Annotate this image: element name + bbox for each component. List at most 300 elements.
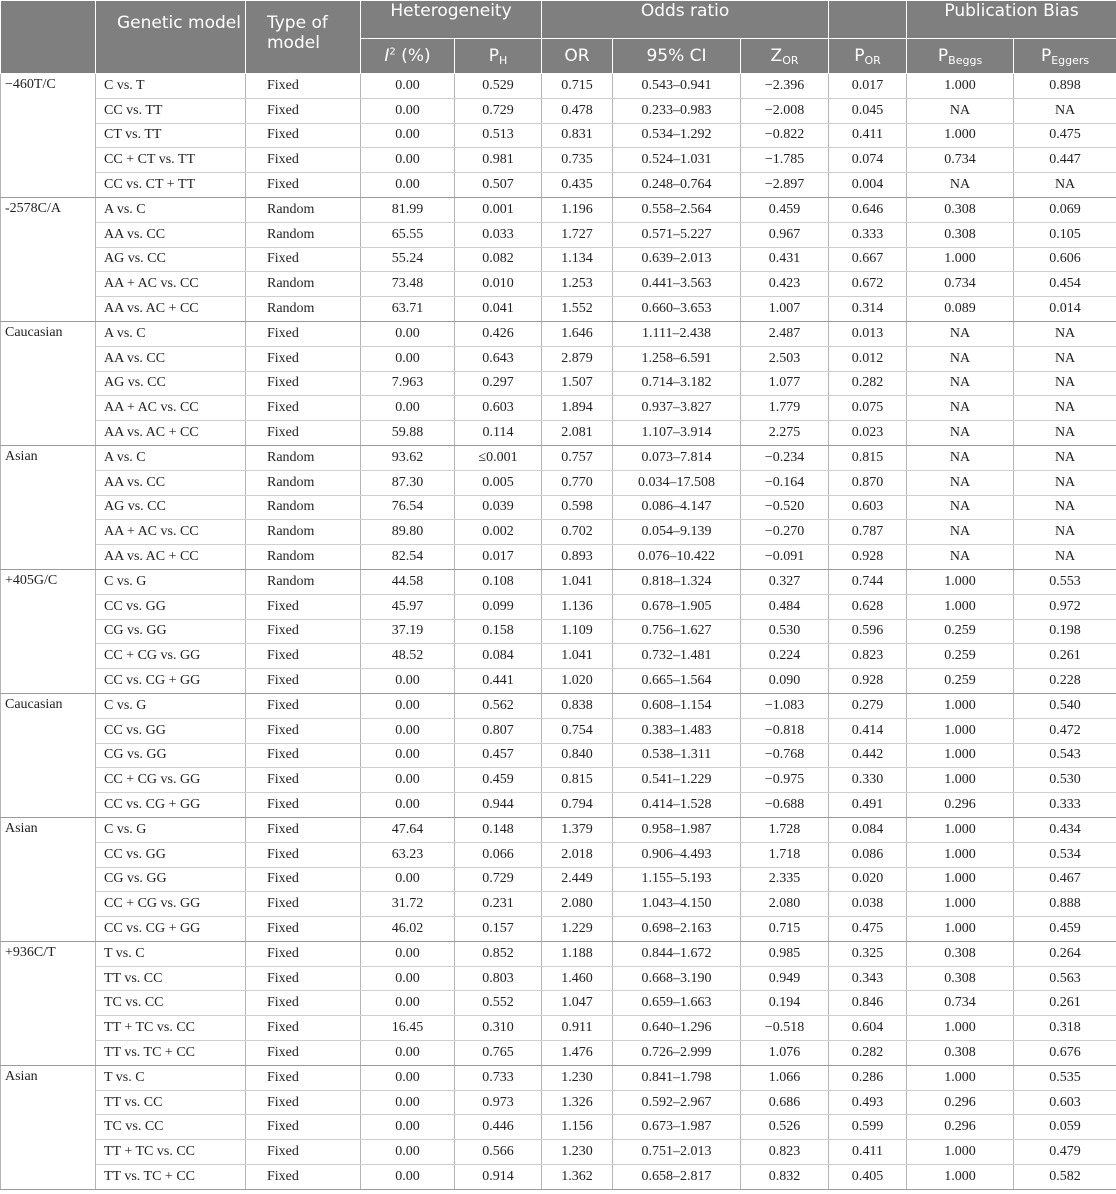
group-label: Asian (1, 1065, 96, 1189)
cell-por: 0.075 (829, 396, 907, 421)
cell-zor: 0.090 (741, 669, 829, 694)
cell-ph: 0.231 (455, 892, 542, 917)
cell-genetic-model: CC vs. GG (96, 842, 246, 867)
cell-or: 0.794 (542, 793, 613, 818)
cell-peggers: 0.475 (1014, 123, 1116, 148)
cell-or: 1.230 (542, 1140, 613, 1165)
cell-ci: 1.258–6.591 (613, 346, 741, 371)
cell-type-of-model: Fixed (246, 1041, 361, 1066)
cell-type-of-model: Fixed (246, 743, 361, 768)
cell-or: 1.362 (542, 1165, 613, 1190)
cell-ci: 1.155–5.193 (613, 867, 741, 892)
cell-or: 1.894 (542, 396, 613, 421)
cell-genetic-model: CC + CG vs. GG (96, 892, 246, 917)
cell-por: 0.744 (829, 569, 907, 594)
cell-ci: 0.383–1.483 (613, 718, 741, 743)
cell-pbeggs: 1.000 (907, 917, 1014, 942)
table-row (1, 966, 1116, 991)
cell-por: 0.815 (829, 445, 907, 470)
cell-por: 0.667 (829, 247, 907, 272)
cell-type-of-model: Fixed (246, 1016, 361, 1041)
cell-type-of-model: Fixed (246, 669, 361, 694)
cell-genetic-model: AA vs. AC + CC (96, 297, 246, 322)
cell-peggers: 0.888 (1014, 892, 1116, 917)
cell-ph: 0.459 (455, 768, 542, 793)
cell-zor: 0.715 (741, 917, 829, 942)
table-header (1, 1, 1116, 74)
cell-ci: 0.639–2.013 (613, 247, 741, 272)
cell-por: 0.004 (829, 173, 907, 198)
cell-type-of-model: Fixed (246, 867, 361, 892)
cell-por: 0.333 (829, 222, 907, 247)
cell-ci: 0.534–1.292 (613, 123, 741, 148)
cell-i2: 89.80 (361, 520, 455, 545)
cell-ci: 0.608–1.154 (613, 693, 741, 718)
cell-ci: 0.592–2.967 (613, 1090, 741, 1115)
cell-peggers: NA (1014, 321, 1116, 346)
cell-por: 0.603 (829, 495, 907, 520)
cell-type-of-model: Fixed (246, 817, 361, 842)
cell-genetic-model: AG vs. CC (96, 247, 246, 272)
cell-type-of-model: Fixed (246, 173, 361, 198)
table-row (1, 1140, 1116, 1165)
cell-ph: 0.157 (455, 917, 542, 942)
cell-genetic-model: T vs. C (96, 941, 246, 966)
cell-ci: 0.726–2.999 (613, 1041, 741, 1066)
cell-peggers: 0.261 (1014, 644, 1116, 669)
cell-i2: 16.45 (361, 1016, 455, 1041)
cell-genetic-model: C vs. T (96, 74, 246, 99)
cell-pbeggs: NA (907, 98, 1014, 123)
cell-peggers: NA (1014, 346, 1116, 371)
cell-i2: 0.00 (361, 1090, 455, 1115)
cell-genetic-model: CG vs. GG (96, 743, 246, 768)
cell-ci: 0.558–2.564 (613, 197, 741, 222)
cell-pbeggs: 1.000 (907, 1140, 1014, 1165)
cell-zor: 0.431 (741, 247, 829, 272)
cell-genetic-model: AA + AC vs. CC (96, 396, 246, 421)
header-group-corner (1, 1, 96, 74)
table-row (1, 669, 1116, 694)
cell-or: 2.449 (542, 867, 613, 892)
cell-peggers: 0.676 (1014, 1041, 1116, 1066)
cell-ci: 0.034–17.508 (613, 470, 741, 495)
cell-peggers: 0.454 (1014, 272, 1116, 297)
cell-i2: 59.88 (361, 421, 455, 446)
cell-por: 0.411 (829, 1140, 907, 1165)
table-row (1, 470, 1116, 495)
cell-ci: 0.756–1.627 (613, 619, 741, 644)
cell-i2: 7.963 (361, 371, 455, 396)
cell-i2: 76.54 (361, 495, 455, 520)
cell-pbeggs: 0.259 (907, 619, 1014, 644)
cell-i2: 73.48 (361, 272, 455, 297)
header-or: OR (542, 39, 613, 74)
cell-type-of-model: Fixed (246, 768, 361, 793)
cell-i2: 0.00 (361, 768, 455, 793)
cell-type-of-model: Random (246, 495, 361, 520)
header-publication-bias: Publication Bias (907, 1, 1116, 39)
cell-or: 0.815 (542, 768, 613, 793)
cell-ci: 0.414–1.528 (613, 793, 741, 818)
cell-i2: 48.52 (361, 644, 455, 669)
cell-pbeggs: NA (907, 445, 1014, 470)
cell-i2: 47.64 (361, 817, 455, 842)
cell-por: 0.013 (829, 321, 907, 346)
cell-peggers: NA (1014, 495, 1116, 520)
cell-ci: 0.543–0.941 (613, 74, 741, 99)
cell-zor: 0.686 (741, 1090, 829, 1115)
cell-peggers: 0.479 (1014, 1140, 1116, 1165)
cell-zor: 0.459 (741, 197, 829, 222)
cell-zor: 0.949 (741, 966, 829, 991)
cell-pbeggs: 1.000 (907, 247, 1014, 272)
table-row (1, 594, 1116, 619)
cell-pbeggs: 1.000 (907, 842, 1014, 867)
cell-genetic-model: CC vs. CG + GG (96, 917, 246, 942)
cell-genetic-model: TT vs. TC + CC (96, 1165, 246, 1190)
cell-genetic-model: A vs. C (96, 321, 246, 346)
table-row (1, 421, 1116, 446)
cell-ph: 0.981 (455, 148, 542, 173)
cell-or: 1.253 (542, 272, 613, 297)
table-row (1, 545, 1116, 570)
table-row (1, 222, 1116, 247)
table-row (1, 817, 1116, 842)
cell-i2: 0.00 (361, 148, 455, 173)
cell-genetic-model: CC + CT vs. TT (96, 148, 246, 173)
cell-genetic-model: AA vs. AC + CC (96, 545, 246, 570)
table-row (1, 346, 1116, 371)
cell-por: 0.928 (829, 669, 907, 694)
cell-i2: 0.00 (361, 867, 455, 892)
cell-peggers: 0.014 (1014, 297, 1116, 322)
cell-peggers: 0.553 (1014, 569, 1116, 594)
cell-ci: 0.818–1.324 (613, 569, 741, 594)
cell-ci: 0.571–5.227 (613, 222, 741, 247)
cell-or: 1.041 (542, 569, 613, 594)
cell-or: 0.478 (542, 98, 613, 123)
cell-zor: 1.007 (741, 297, 829, 322)
table-row (1, 1115, 1116, 1140)
cell-genetic-model: AA vs. CC (96, 346, 246, 371)
cell-ph: 0.066 (455, 842, 542, 867)
cell-type-of-model: Fixed (246, 1065, 361, 1090)
cell-ph: 0.017 (455, 545, 542, 570)
cell-i2: 81.99 (361, 197, 455, 222)
cell-ci: 0.233–0.983 (613, 98, 741, 123)
cell-or: 1.460 (542, 966, 613, 991)
cell-or: 0.838 (542, 693, 613, 718)
cell-peggers: 0.261 (1014, 991, 1116, 1016)
cell-genetic-model: TT + TC vs. CC (96, 1140, 246, 1165)
cell-pbeggs: 0.734 (907, 272, 1014, 297)
cell-or: 1.326 (542, 1090, 613, 1115)
cell-por: 0.314 (829, 297, 907, 322)
cell-peggers: 0.606 (1014, 247, 1116, 272)
cell-i2: 0.00 (361, 743, 455, 768)
cell-ph: 0.002 (455, 520, 542, 545)
cell-ph: 0.099 (455, 594, 542, 619)
cell-peggers: 0.434 (1014, 817, 1116, 842)
cell-ph: 0.033 (455, 222, 542, 247)
cell-peggers: 0.467 (1014, 867, 1116, 892)
cell-or: 1.136 (542, 594, 613, 619)
cell-pbeggs: NA (907, 346, 1014, 371)
cell-ph: 0.643 (455, 346, 542, 371)
group-label: +405G/C (1, 569, 96, 693)
cell-ph: 0.852 (455, 941, 542, 966)
cell-ci: 0.660–3.653 (613, 297, 741, 322)
cell-ph: 0.158 (455, 619, 542, 644)
cell-zor: 1.076 (741, 1041, 829, 1066)
cell-peggers: 0.535 (1014, 1065, 1116, 1090)
cell-genetic-model: TT + TC vs. CC (96, 1016, 246, 1041)
cell-ph: 0.603 (455, 396, 542, 421)
cell-ci: 0.937–3.827 (613, 396, 741, 421)
cell-genetic-model: CC + CG vs. GG (96, 768, 246, 793)
cell-or: 1.156 (542, 1115, 613, 1140)
cell-genetic-model: TT vs. CC (96, 966, 246, 991)
cell-type-of-model: Fixed (246, 346, 361, 371)
cell-ph: 0.010 (455, 272, 542, 297)
cell-ci: 1.111–2.438 (613, 321, 741, 346)
cell-i2: 44.58 (361, 569, 455, 594)
cell-peggers: NA (1014, 545, 1116, 570)
cell-pbeggs: NA (907, 470, 1014, 495)
cell-por: 0.672 (829, 272, 907, 297)
cell-por: 0.870 (829, 470, 907, 495)
cell-zor: −1.083 (741, 693, 829, 718)
cell-i2: 0.00 (361, 966, 455, 991)
cell-pbeggs: 1.000 (907, 74, 1014, 99)
cell-por: 0.012 (829, 346, 907, 371)
cell-peggers: 0.534 (1014, 842, 1116, 867)
table-row (1, 619, 1116, 644)
cell-pbeggs: 1.000 (907, 569, 1014, 594)
header-por: $P_{OR}$ (829, 39, 907, 74)
cell-ph: 0.114 (455, 421, 542, 446)
cell-ci: 0.841–1.798 (613, 1065, 741, 1090)
cell-or: 0.831 (542, 123, 613, 148)
cell-or: 0.754 (542, 718, 613, 743)
cell-pbeggs: 1.000 (907, 123, 1014, 148)
cell-i2: 0.00 (361, 396, 455, 421)
cell-type-of-model: Fixed (246, 421, 361, 446)
cell-por: 0.928 (829, 545, 907, 570)
cell-zor: −0.818 (741, 718, 829, 743)
cell-genetic-model: TC vs. CC (96, 1115, 246, 1140)
cell-ph: 0.529 (455, 74, 542, 99)
cell-por: 0.491 (829, 793, 907, 818)
header-por-spacer (829, 1, 907, 39)
cell-or: 1.230 (542, 1065, 613, 1090)
table-row (1, 321, 1116, 346)
cell-or: 0.757 (542, 445, 613, 470)
cell-zor: −2.008 (741, 98, 829, 123)
header-pbeggs: $P_{Beggs}$ (907, 39, 1014, 74)
table-row (1, 74, 1116, 99)
header-odds-ratio: Odds ratio (542, 1, 829, 39)
cell-por: 0.325 (829, 941, 907, 966)
cell-or: 1.646 (542, 321, 613, 346)
cell-genetic-model: CC vs. TT (96, 98, 246, 123)
cell-i2: 55.24 (361, 247, 455, 272)
cell-or: 0.735 (542, 148, 613, 173)
cell-por: 0.017 (829, 74, 907, 99)
cell-zor: 0.967 (741, 222, 829, 247)
cell-ph: 0.084 (455, 644, 542, 669)
table-row (1, 842, 1116, 867)
cell-or: 1.379 (542, 817, 613, 842)
cell-zor: 2.335 (741, 867, 829, 892)
cell-i2: 0.00 (361, 1115, 455, 1140)
cell-genetic-model: AA vs. CC (96, 222, 246, 247)
cell-or: 2.081 (542, 421, 613, 446)
cell-pbeggs: NA (907, 371, 1014, 396)
cell-type-of-model: Fixed (246, 941, 361, 966)
cell-zor: −0.091 (741, 545, 829, 570)
cell-or: 0.702 (542, 520, 613, 545)
cell-por: 0.823 (829, 644, 907, 669)
cell-i2: 0.00 (361, 98, 455, 123)
cell-ph: 0.552 (455, 991, 542, 1016)
cell-genetic-model: A vs. C (96, 445, 246, 470)
cell-zor: 1.066 (741, 1065, 829, 1090)
cell-zor: 0.530 (741, 619, 829, 644)
table-row (1, 941, 1116, 966)
table-row (1, 1016, 1116, 1041)
header-ci: 95% CI (613, 39, 741, 74)
cell-pbeggs: NA (907, 545, 1014, 570)
table-row (1, 148, 1116, 173)
table-row (1, 445, 1116, 470)
cell-genetic-model: CG vs. GG (96, 867, 246, 892)
header-i2: $I^2$ (%) (361, 39, 455, 74)
table-row (1, 173, 1116, 198)
cell-type-of-model: Fixed (246, 98, 361, 123)
cell-por: 0.442 (829, 743, 907, 768)
cell-or: 1.020 (542, 669, 613, 694)
cell-ci: 1.043–4.150 (613, 892, 741, 917)
cell-type-of-model: Random (246, 520, 361, 545)
table-row (1, 569, 1116, 594)
cell-type-of-model: Random (246, 470, 361, 495)
cell-peggers: 0.228 (1014, 669, 1116, 694)
cell-por: 0.846 (829, 991, 907, 1016)
table-row (1, 1065, 1116, 1090)
cell-zor: 2.503 (741, 346, 829, 371)
cell-pbeggs: NA (907, 421, 1014, 446)
cell-zor: −1.785 (741, 148, 829, 173)
table-row (1, 892, 1116, 917)
cell-genetic-model: AA + AC vs. CC (96, 520, 246, 545)
cell-genetic-model: CC + CG vs. GG (96, 644, 246, 669)
cell-peggers: NA (1014, 470, 1116, 495)
cell-ph: 0.039 (455, 495, 542, 520)
cell-ph: 0.973 (455, 1090, 542, 1115)
cell-genetic-model: CC vs. CT + TT (96, 173, 246, 198)
cell-peggers: 0.972 (1014, 594, 1116, 619)
cell-ph: 0.082 (455, 247, 542, 272)
cell-pbeggs: 1.000 (907, 892, 1014, 917)
table-row (1, 197, 1116, 222)
cell-ph: 0.562 (455, 693, 542, 718)
cell-peggers: 0.530 (1014, 768, 1116, 793)
cell-type-of-model: Fixed (246, 247, 361, 272)
cell-zor: −0.520 (741, 495, 829, 520)
group-label: −460T/C (1, 74, 96, 198)
cell-type-of-model: Fixed (246, 619, 361, 644)
cell-peggers: 0.540 (1014, 693, 1116, 718)
cell-por: 0.038 (829, 892, 907, 917)
cell-i2: 0.00 (361, 793, 455, 818)
cell-i2: 0.00 (361, 173, 455, 198)
cell-ci: 0.958–1.987 (613, 817, 741, 842)
cell-i2: 0.00 (361, 321, 455, 346)
cell-i2: 0.00 (361, 941, 455, 966)
cell-type-of-model: Fixed (246, 1090, 361, 1115)
cell-por: 0.330 (829, 768, 907, 793)
cell-pbeggs: 1.000 (907, 718, 1014, 743)
cell-type-of-model: Fixed (246, 371, 361, 396)
cell-peggers: NA (1014, 421, 1116, 446)
group-label: Caucasian (1, 693, 96, 817)
cell-por: 0.282 (829, 371, 907, 396)
cell-zor: 1.077 (741, 371, 829, 396)
cell-por: 0.020 (829, 867, 907, 892)
cell-ph: 0.566 (455, 1140, 542, 1165)
cell-por: 0.343 (829, 966, 907, 991)
table-row (1, 917, 1116, 942)
cell-zor: 0.224 (741, 644, 829, 669)
cell-genetic-model: AG vs. CC (96, 371, 246, 396)
cell-or: 1.507 (542, 371, 613, 396)
cell-pbeggs: 0.308 (907, 1041, 1014, 1066)
cell-i2: 0.00 (361, 123, 455, 148)
cell-por: 0.628 (829, 594, 907, 619)
table-row (1, 1165, 1116, 1190)
cell-ci: 0.665–1.564 (613, 669, 741, 694)
cell-genetic-model: TC vs. CC (96, 991, 246, 1016)
cell-type-of-model: Random (246, 569, 361, 594)
cell-pbeggs: 1.000 (907, 1165, 1014, 1190)
cell-ci: 0.076–10.422 (613, 545, 741, 570)
cell-type-of-model: Random (246, 197, 361, 222)
cell-peggers: NA (1014, 98, 1116, 123)
cell-type-of-model: Fixed (246, 966, 361, 991)
cell-por: 0.405 (829, 1165, 907, 1190)
cell-ph: 0.807 (455, 718, 542, 743)
cell-genetic-model: TT vs. CC (96, 1090, 246, 1115)
cell-i2: 0.00 (361, 693, 455, 718)
cell-por: 0.411 (829, 123, 907, 148)
cell-ph: 0.148 (455, 817, 542, 842)
cell-por: 0.475 (829, 917, 907, 942)
cell-ci: 0.073–7.814 (613, 445, 741, 470)
header-zor: $Z_{OR}$ (741, 39, 829, 74)
cell-i2: 37.19 (361, 619, 455, 644)
cell-peggers: 0.318 (1014, 1016, 1116, 1041)
cell-genetic-model: AA + AC vs. CC (96, 272, 246, 297)
table-row (1, 297, 1116, 322)
cell-or: 0.840 (542, 743, 613, 768)
table-row (1, 247, 1116, 272)
cell-ci: 0.732–1.481 (613, 644, 741, 669)
cell-i2: 0.00 (361, 74, 455, 99)
cell-type-of-model: Random (246, 222, 361, 247)
cell-ci: 0.714–3.182 (613, 371, 741, 396)
